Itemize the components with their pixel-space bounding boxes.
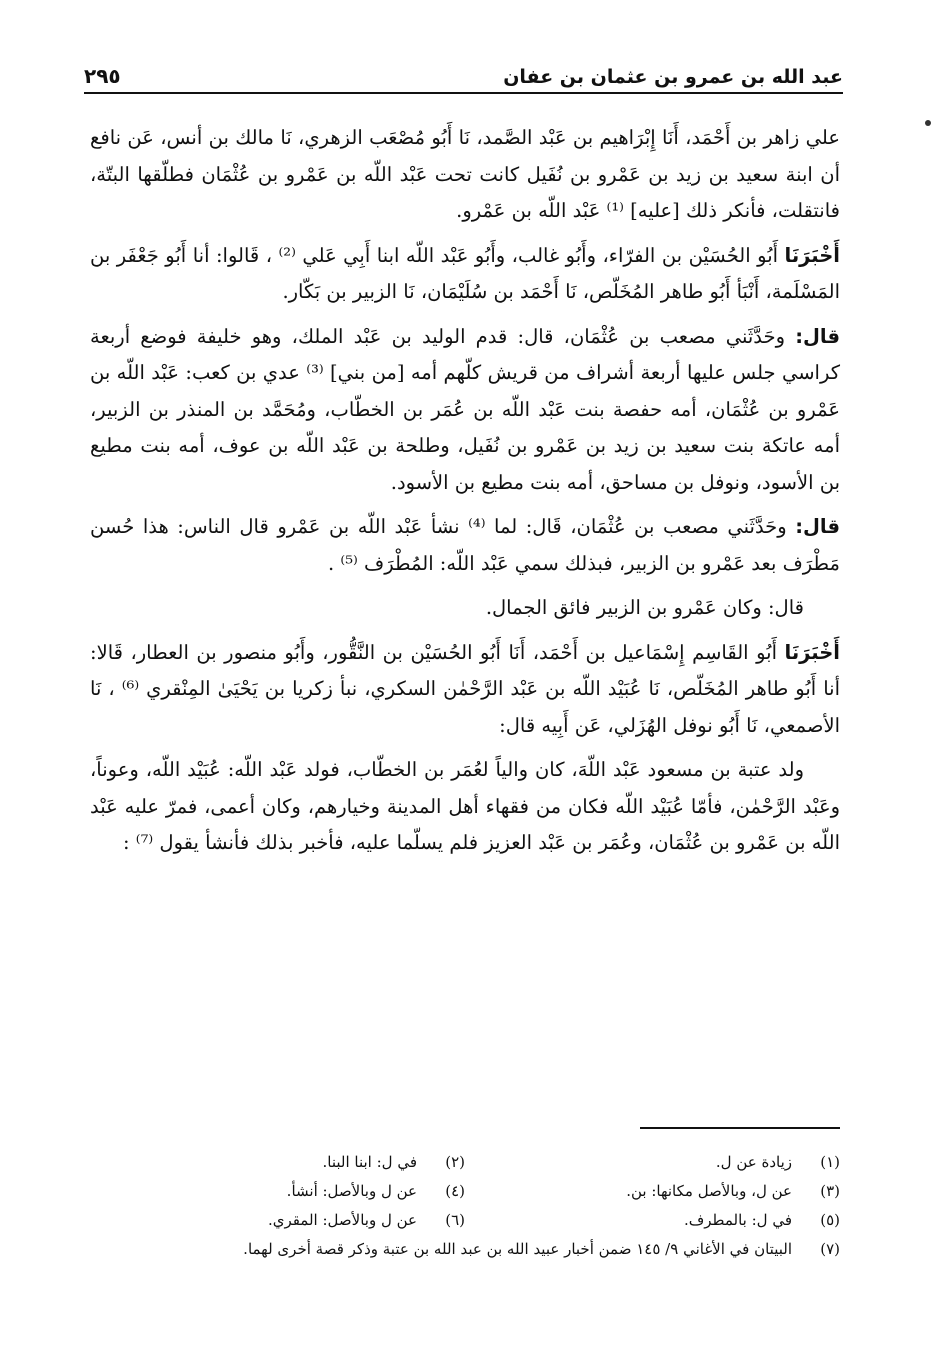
paragraph-lead: أَخْبَرَنَا [784, 640, 840, 664]
footnote-text: عن ل وبالأصل: المقري. [267, 1211, 417, 1229]
footnote [90, 1148, 465, 1177]
paragraph [90, 509, 840, 582]
paragraph-text: أَبُو الحُسَيْن بن الفرّاء، وأَبُو غالب، وأَبُو عَبْد اللّه ابنا أَبِي عَلي ⁽²⁾ ، قَالوا: أنا أَبُو جَعْفَر بن المَسْلَمة، أَنْبَأ أَبُو طاهر المُخَلّص، نَا أَحْمَد بن سُلَيْمَان، نَا الزبير بن بَكّار. [90, 243, 840, 303]
footnote [90, 1235, 840, 1264]
paragraph-text: وحَدَّثَني مصعب بن عُثْمَان، قَال: لما ⁽⁴⁾ نشأ عَبْد اللّه بن عَمْرو قال الناس: هذا حُسن مَطْرَف بعد عَمْرو بن الزبير، فبذلك سمي عَبْد اللّه: المُطْرَف ⁽⁵⁾ . [90, 515, 840, 575]
paragraph [90, 238, 840, 311]
footnote [465, 1206, 840, 1235]
footnote-row [90, 1206, 840, 1235]
footnote-number: (٤) [445, 1182, 465, 1200]
footnote-text: في ل: ابنا البنا. [322, 1153, 417, 1171]
paragraph-text: ولد عتبة بن مسعود عَبْد اللّهَ، كان والياً لعُمَر بن الخطّاب، فولد عَبْد اللّه: عُبَيْد اللّه، وعوناً، وعَبْد الرَّحْمٰن، فأمّا عُبَيْد اللّه فكان من فقهاء أهل المدينة وخيارهم، وكان أعمى، فمرّ عليه عَبْد اللّه بن عَمْرو بن عُثْمَان، وعُمَر بن عَبْد العزيز فلم يسلّما عليه، فأخبر بذلك فأنشأ يقول ⁽⁷⁾ : [90, 758, 840, 854]
paragraph-lead: قال: [795, 515, 840, 538]
footnote-number: (١) [820, 1153, 840, 1171]
running-header [84, 56, 843, 94]
paragraph-lead: أَخْبَرَنَا [784, 243, 840, 267]
paragraph [90, 752, 840, 862]
footnotes [90, 1148, 840, 1264]
footnote-row [90, 1177, 840, 1206]
main-text [90, 120, 840, 870]
paragraph-text: علي زاهر بن أَحْمَد، أَنَا إِبْرَاهيم بن عَبْد الصَّمد، نَا أَبُو مُصْعَب الزهري، نَا مالك بن أنس، عَن نافع أن ابنة سعيد بن زيد بن عَمْرو بن نُفَيل كانت تحت عَبْد اللّه بن عَمْرو بن عُثْمَان فطلّقها البتّة، فانتقلت، فأنكر ذلك [عليه] ⁽¹⁾ عَبْد اللّه بن عَمْرو. [90, 126, 840, 222]
footnote [90, 1177, 465, 1206]
footnote-number: (٣) [820, 1182, 840, 1200]
footnote-row [90, 1235, 840, 1264]
paragraph-text: وحَدَّثَني مصعب بن عُثْمَان، قال: قدم الوليد بن عَبْد الملك، وهو خليفة فوضع أربعة كراسي جلس عليها أربعة أشراف من قريش كلّهم أمه [من بني] ⁽³⁾ عدي بن كعب: عَبْد اللّه بن عَمْرو بن عُثْمَان، أمه حفصة بنت عَبْد اللّه بن عُمَر بن الخطّاب، ومُحَمَّد بن المنذر بن الزبير، أمه عاتكة بنت سعيد بن زيد بن عَمْرو بن نُفَيل، وطلحة بن عَبْد اللّه بن عوف، أمه بنت مطيع بن الأسود، ونوفل بن مساحق، أمه بنت مطيع بن الأسود. [90, 324, 840, 494]
footnote-row [90, 1148, 840, 1177]
footnote-text: عن ل، وبالأصل مكانها: بن. [626, 1182, 792, 1200]
footnote [465, 1148, 840, 1177]
footnote-number: (٧) [820, 1240, 840, 1258]
paragraph [90, 120, 840, 230]
margin-mark [925, 120, 931, 126]
footnote [465, 1177, 840, 1206]
footnote-number: (٢) [445, 1153, 465, 1171]
footnote-number: (٥) [820, 1211, 840, 1229]
paragraph-text: قال: وكان عَمْرو بن الزبير فائق الجمال. [485, 596, 804, 619]
paragraph-text: أَبُو القَاسِم إِسْمَاعيل بن أَحْمَد، أَنَا أَبُو الحُسَيْن بن النَّقُّور، وأَبُو منصور بن العطار، قَالا: أنا أَبُو طاهر المُخَلّص، نَا عُبَيْد اللّه بن عَبْد الرَّحْمٰن السكري، نبأ زكريا بن يَحْيَىٰ المِنْقري ⁽⁶⁾ ، نَا الأصمعي، نَا أَبُو نوفل الهُزَلي، عَن أَبِيه قال: [90, 640, 840, 737]
paragraph [90, 635, 840, 745]
footnote-text: عن ل وبالأصل: أنشأ. [286, 1182, 417, 1200]
footnote-text: زيادة عن ل. [715, 1153, 792, 1171]
paragraph [90, 590, 840, 627]
footnote [90, 1206, 465, 1235]
header-title: عبد الله بن عمرو بن عثمان بن عفان [503, 66, 843, 88]
footnote-text: البيتان في الأغاني ٩/ ١٤٥ ضمن أخبار عبيد الله بن عبد الله بن عتبة وذكر قصة أخرى لهما. [243, 1240, 792, 1258]
page-number: ٢٩٥ [84, 64, 121, 88]
paragraph-lead: قال: [795, 324, 840, 348]
footnote-text: في ل: بالمطرف. [683, 1211, 792, 1229]
footnote-separator [640, 1127, 840, 1129]
footnote-number: (٦) [445, 1211, 465, 1229]
paragraph [90, 319, 840, 502]
